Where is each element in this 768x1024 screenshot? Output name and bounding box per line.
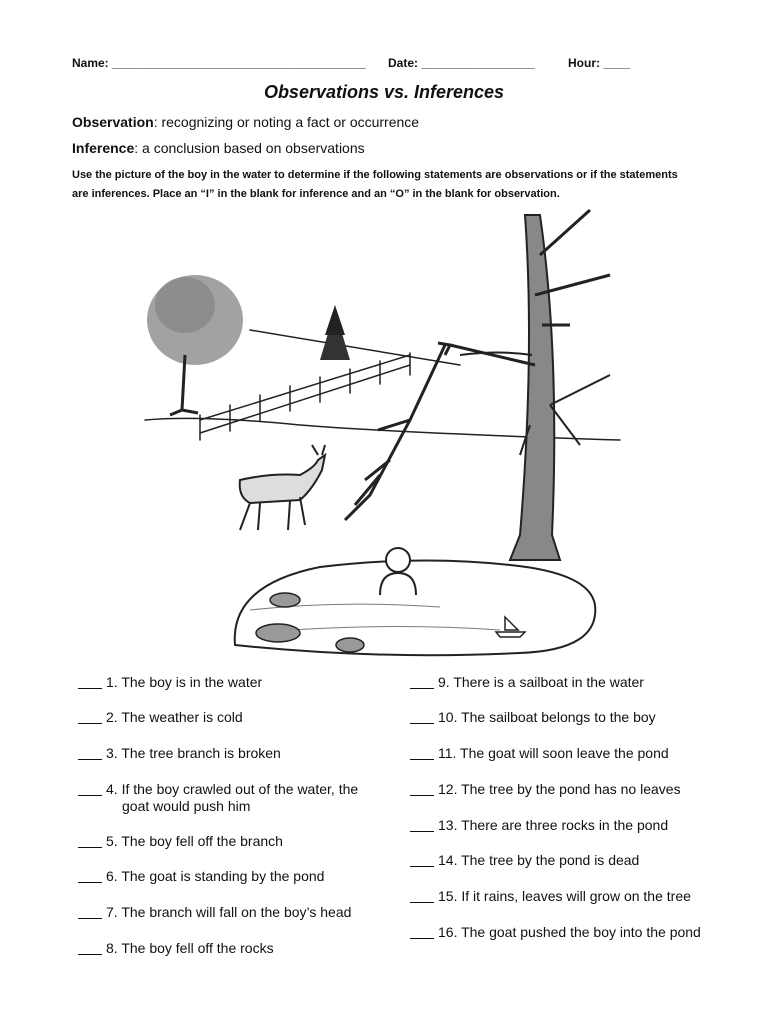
question-item xyxy=(78,868,324,885)
answer-blank[interactable] xyxy=(78,938,102,955)
question-text: 12. The tree by the pond has no leaves xyxy=(438,781,681,797)
question-text: 1. The boy is in the water xyxy=(106,674,263,690)
answer-blank[interactable] xyxy=(78,779,102,796)
date-field[interactable]: Date: _________________ xyxy=(388,56,535,70)
question-text: 5. The boy fell off the branch xyxy=(106,833,283,849)
observation-term: Observation xyxy=(72,114,154,130)
hill-line xyxy=(250,330,460,365)
rocks xyxy=(256,593,364,652)
pine-tree xyxy=(320,305,350,360)
answer-blank[interactable] xyxy=(78,866,102,883)
answer-blank[interactable] xyxy=(78,831,102,848)
question-item xyxy=(78,674,262,691)
question-item xyxy=(410,781,681,798)
answer-blank[interactable] xyxy=(410,779,434,796)
question-text: 11. The goat will soon leave the pond xyxy=(438,745,669,761)
answer-blank[interactable] xyxy=(410,850,434,867)
leafy-tree xyxy=(147,275,243,415)
question-text: 9. There is a sailboat in the water xyxy=(438,674,644,690)
answer-blank[interactable] xyxy=(410,922,434,939)
question-item xyxy=(78,781,358,814)
answer-blank[interactable] xyxy=(410,707,434,724)
hour-field[interactable]: Hour: ____ xyxy=(568,56,631,70)
question-item xyxy=(78,940,274,957)
illustration xyxy=(140,205,640,665)
answer-blank[interactable] xyxy=(410,672,434,689)
question-text: 16. The goat pushed the boy into the pond xyxy=(438,924,701,940)
sailboat xyxy=(496,617,525,637)
question-text: 4. If the boy crawled out of the water, the xyxy=(106,781,359,797)
question-item xyxy=(410,817,668,834)
answer-blank[interactable] xyxy=(410,743,434,760)
question-item xyxy=(78,709,243,726)
question-text: 14. The tree by the pond is dead xyxy=(438,852,640,868)
question-text: 2. The weather is cold xyxy=(106,709,243,725)
question-item xyxy=(78,745,281,762)
answer-blank[interactable] xyxy=(78,743,102,760)
question-item xyxy=(410,674,644,691)
question-text: 8. The boy fell off the rocks xyxy=(106,940,274,956)
instructions: Use the picture of the boy in the water to determine if the following statements are observations or if the statements are inferences. Place an “I” in the blank for inference and an “O” in the blank for observation. xyxy=(72,169,678,200)
question-item xyxy=(78,833,283,850)
answer-blank[interactable] xyxy=(78,902,102,919)
goat xyxy=(240,445,325,530)
question-text: 3. The tree branch is broken xyxy=(106,745,281,761)
fence-posts xyxy=(200,353,410,440)
question-item xyxy=(410,852,639,869)
observation-definition xyxy=(72,114,419,130)
answer-blank[interactable] xyxy=(78,672,102,689)
question-text-continued: goat would push him xyxy=(122,798,251,814)
answer-blank[interactable] xyxy=(78,707,102,724)
question-text: 15. If it rains, leaves will grow on the tree xyxy=(438,888,691,904)
question-text: 6. The goat is standing by the pond xyxy=(106,868,325,884)
big-tree xyxy=(450,210,610,560)
page-title: Observations vs. Inferences xyxy=(263,82,505,102)
question-item xyxy=(410,709,656,726)
inference-text: : a conclusion based on observations xyxy=(134,140,365,156)
question-text: 7. The branch will fall on the boy’s head xyxy=(106,904,352,920)
question-item xyxy=(410,745,669,762)
inference-term: Inference xyxy=(72,140,135,156)
question-text: 10. The sailboat belongs to the boy xyxy=(438,709,656,725)
observation-text: : recognizing or noting a fact or occurrence xyxy=(153,114,420,130)
question-item xyxy=(78,904,351,921)
answer-blank[interactable] xyxy=(410,815,434,832)
question-text: 13. There are three rocks in the pond xyxy=(438,817,669,833)
question-item xyxy=(410,888,691,905)
name-field[interactable]: Name: ______________________________________ xyxy=(72,56,366,70)
question-item xyxy=(410,924,701,941)
boy xyxy=(380,548,416,595)
fence-rail-top xyxy=(200,355,410,420)
answer-blank[interactable] xyxy=(410,886,434,903)
fence-rail-bottom xyxy=(200,365,410,433)
inference-definition xyxy=(72,140,365,156)
